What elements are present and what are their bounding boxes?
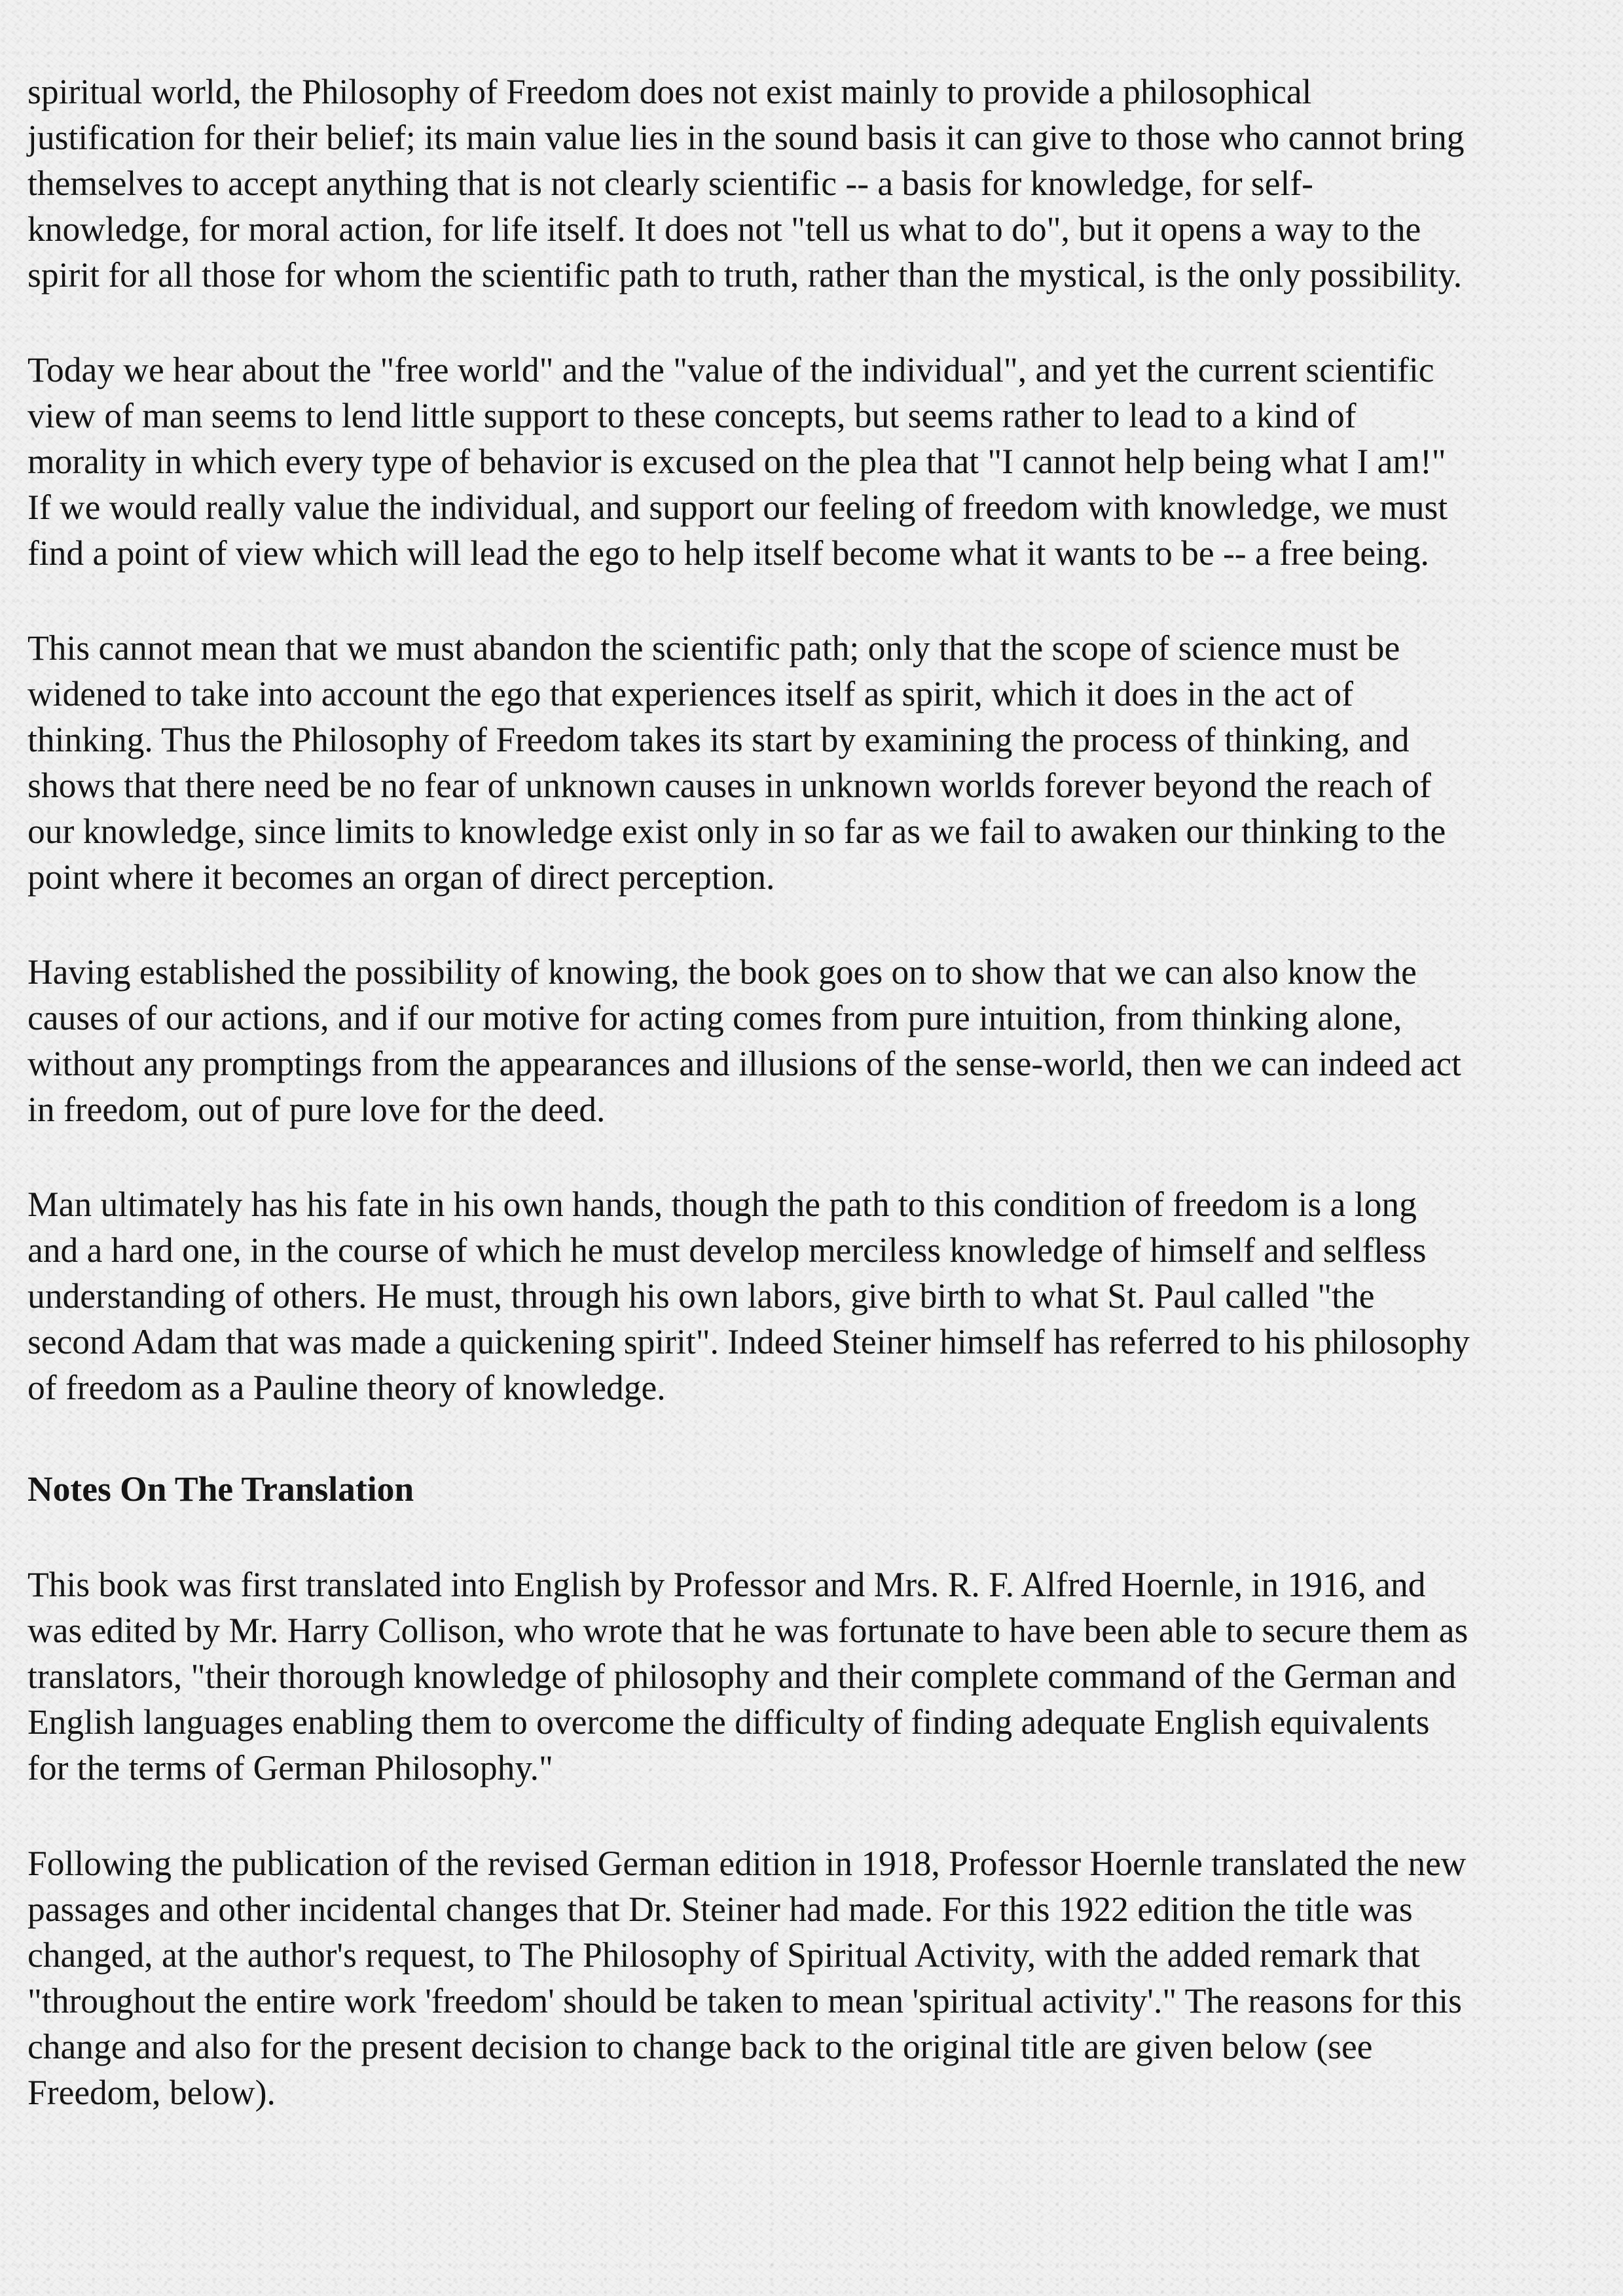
text-line: without any promptings from the appearances and illusions of the sense-world, then we can indeed act [27, 1044, 1461, 1083]
text-line: morality in which every type of behavior is excused on the plea that "I cannot help being what I am!" [27, 442, 1446, 481]
paragraph-2 [27, 347, 1448, 576]
text-line: understanding of others. He must, through his own labors, give birth to what St. Paul called "the [27, 1276, 1375, 1316]
text-line: justification for their belief; its main value lies in the sound basis it can give to those who cannot bring [27, 118, 1465, 157]
text-line: shows that there need be no fear of unknown causes in unknown worlds forever beyond the reach of [27, 766, 1431, 805]
text-line: If we would really value the individual, and support our feeling of freedom with knowledge, we must [27, 488, 1448, 527]
text-line: causes of our actions, and if our motive for acting comes from pure intuition, from thinking alone, [27, 998, 1402, 1037]
text-line: English languages enabling them to overcome the difficulty of finding adequate English equivalents [27, 1702, 1430, 1742]
paragraph-3 [27, 625, 1446, 900]
text-line: knowledge, for moral action, for life itself. It does not "tell us what to do", but it opens a way to the [27, 209, 1421, 249]
text-line: in freedom, out of pure love for the deed. [27, 1090, 606, 1129]
text-line: Freedom, below). [27, 2073, 276, 2112]
section-heading: Notes On The Translation [27, 1469, 414, 1509]
text-line: widened to take into account the ego that experiences itself as spirit, which it does in the act of [27, 674, 1353, 713]
text-line: spiritual world, the Philosophy of Freedom does not exist mainly to provide a philosophical [27, 72, 1312, 111]
paragraph-4 [27, 949, 1461, 1132]
text-line: and a hard one, in the course of which he must develop merciless knowledge of himself and selfless [27, 1230, 1427, 1270]
text-line: translators, "their thorough knowledge of philosophy and their complete command of the German and [27, 1657, 1457, 1696]
text-line: view of man seems to lend little support to these concepts, but seems rather to lead to a kind of [27, 396, 1357, 435]
text-line: for the terms of German Philosophy." [27, 1748, 553, 1787]
text-line: Man ultimately has his fate in his own hands, though the path to this condition of freedom is a long [27, 1185, 1417, 1224]
text-line: "throughout the entire work 'freedom' should be taken to mean 'spiritual activity'." The reasons for this [27, 1981, 1462, 2020]
text-line: our knowledge, since limits to knowledge exist only in so far as we fail to awaken our thinking to the [27, 812, 1446, 851]
text-line: second Adam that was made a quickening spirit". Indeed Steiner himself has referred to his philosophy [27, 1322, 1470, 1361]
notes-paragraph-2 [27, 1840, 1466, 2115]
text-line: passages and other incidental changes that Dr. Steiner had made. For this 1922 edition the title was [27, 1890, 1413, 1929]
text-line: point where it becomes an organ of direct perception. [27, 857, 775, 897]
paragraph-5 [27, 1181, 1470, 1410]
text-line: Following the publication of the revised German edition in 1918, Professor Hoernle translated the new [27, 1844, 1467, 1883]
text-line: This book was first translated into English by Professor and Mrs. R. F. Alfred Hoernle, in 1916, and [27, 1565, 1426, 1604]
text-line: Having established the possibility of knowing, the book goes on to show that we can also know the [27, 952, 1417, 992]
text-line: of freedom as a Pauline theory of knowledge. [27, 1368, 666, 1407]
text-line: Today we hear about the "free world" and the "value of the individual", and yet the current scientific [27, 350, 1434, 389]
text-line: thinking. Thus the Philosophy of Freedom takes its start by examining the process of thinking, and [27, 720, 1410, 759]
text-line: spirit for all those for whom the scientific path to truth, rather than the mystical, is the only possibility. [27, 255, 1463, 295]
notes-paragraph-1 [27, 1562, 1468, 1791]
paragraph-1 [27, 69, 1465, 298]
text-line: changed, at the author's request, to The Philosophy of Spiritual Activity, with the added remark that [27, 1935, 1420, 1975]
text-line: change and also for the present decision to change back to the original title are given below (see [27, 2027, 1373, 2066]
text-line: find a point of view which will lead the ego to help itself become what it wants to be -- a free being. [27, 533, 1429, 573]
text-line: was edited by Mr. Harry Collison, who wrote that he was fortunate to have been able to secure them as [27, 1611, 1468, 1650]
text-line: themselves to accept anything that is not clearly scientific -- a basis for knowledge, for self- [27, 164, 1313, 203]
text-line: This cannot mean that we must abandon the scientific path; only that the scope of science must be [27, 628, 1400, 668]
